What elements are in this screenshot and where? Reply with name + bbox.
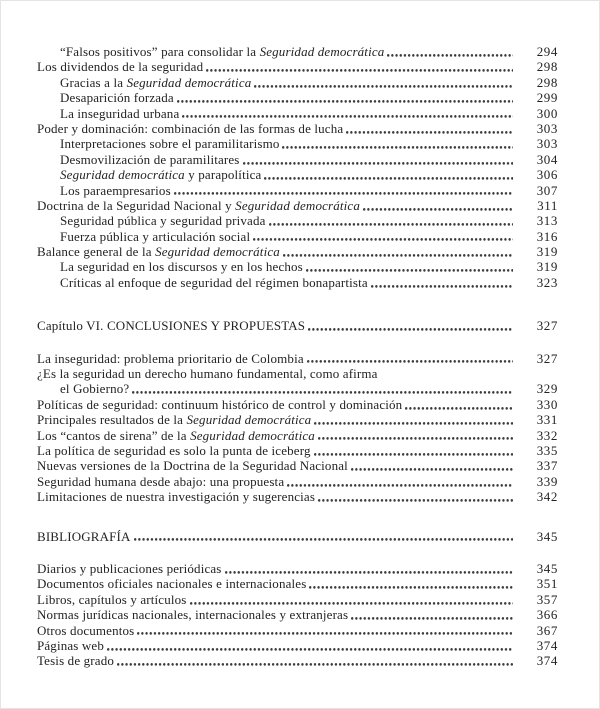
dot-leader [243, 152, 513, 167]
dot-leader [264, 167, 513, 182]
toc-entry-text [37, 489, 315, 504]
toc-section-title [37, 529, 558, 544]
toc-entry-text-plain: Tesis de grado [37, 653, 115, 669]
toc-entry-text-plain: Interpretaciones sobre el paramilitarismo [60, 136, 280, 152]
toc-entry [37, 653, 558, 668]
toc-entry [37, 259, 558, 274]
page-number: 303 [536, 136, 558, 152]
toc-entry [37, 428, 558, 443]
toc-entry [37, 106, 558, 121]
dot-leader [269, 213, 513, 228]
page-number: 299 [536, 90, 558, 106]
toc-entry [37, 44, 558, 59]
dot-leader [318, 428, 513, 443]
toc-section-title [37, 318, 558, 333]
page-number: 329 [536, 381, 558, 397]
toc-entry-text-plain: Seguridad pública y seguridad privada [60, 213, 266, 229]
toc-entry-text-plain: Otros documentos [37, 622, 135, 638]
toc-entry-text-plain: Nuevas versiones de la Doctrina de la Seguridad Nacional [37, 458, 348, 474]
toc-entry-text-plain: Gracias a la [60, 74, 127, 90]
toc-entry-text [37, 366, 378, 381]
dot-leader [363, 198, 513, 213]
dot-leader [282, 136, 513, 151]
dot-leader [306, 259, 513, 274]
toc-entry-text [60, 44, 384, 59]
toc-entry [37, 213, 558, 228]
toc-entry [37, 638, 558, 653]
toc-entry [37, 167, 558, 182]
toc-entry-text [37, 59, 203, 74]
dot-leader [206, 59, 513, 74]
toc-entry-text-plain: Normas jurídicas nacionales, internacionales y extranjeras [37, 607, 349, 623]
toc-entry-text [60, 213, 266, 228]
toc-entry-text-plain: Capítulo VI. CONCLUSIONES Y PROPUESTAS [37, 318, 306, 334]
page-number: 367 [536, 622, 558, 638]
dot-leader [387, 44, 513, 59]
toc-entry-text-plain: La inseguridad: problema prioritario de Colombia [37, 350, 304, 366]
toc-entry-text [60, 259, 303, 274]
page-number: 374 [536, 637, 558, 653]
toc-entry-text [37, 318, 305, 333]
page-number: 319 [536, 244, 558, 260]
toc-entry-text-italic: Seguridad democrática [155, 244, 280, 260]
toc-entry-text [60, 136, 279, 151]
dot-leader [314, 443, 513, 458]
toc-section-continuation [37, 44, 558, 290]
toc-entry-text-plain: Desmovilización de paramilitares [60, 151, 240, 167]
toc-entry [37, 152, 558, 167]
toc-entry-text-plain: y parapolítica [184, 167, 262, 183]
toc-entry-text-italic: Seguridad democrática [60, 167, 185, 183]
toc-entry-text-plain: Principales resultados de la [37, 412, 187, 428]
toc-entry-text-plain: La inseguridad urbana [60, 105, 180, 121]
page-number: 311 [537, 197, 558, 213]
toc-entry-text-plain: Poder y dominación: combinación de las formas de lucha [37, 120, 344, 136]
page-number: 357 [536, 591, 558, 607]
toc-entry [37, 381, 558, 396]
dot-leader [346, 121, 513, 136]
page-number: 351 [536, 576, 558, 592]
page-number: 337 [536, 458, 558, 474]
toc-entry [37, 75, 558, 90]
page-number: 319 [536, 259, 558, 275]
toc-entry-text-plain: Los dividendos de la seguridad [37, 59, 204, 75]
toc-section-rows [37, 561, 558, 669]
page-number: 327 [536, 350, 558, 366]
toc-entry [37, 198, 558, 213]
dot-leader [283, 244, 513, 259]
dot-leader [190, 592, 514, 607]
toc-entry-text-plain: Los “cantos de sirena” de la [37, 427, 191, 443]
dot-leader [132, 381, 513, 396]
toc-entry [37, 474, 558, 489]
toc-entry-text [37, 529, 131, 544]
toc-entry [37, 443, 558, 458]
toc-entry-text-plain: Críticas al enfoque de seguridad del régimen bonapartista [60, 274, 368, 290]
dot-leader [137, 623, 513, 638]
toc-entry [37, 366, 558, 381]
page-number: 330 [536, 396, 558, 412]
toc-entry-text-plain: Doctrina de la Seguridad Nacional y [37, 197, 236, 213]
page-number: 304 [536, 151, 558, 167]
toc-entry [37, 623, 558, 638]
dot-leader [351, 607, 513, 622]
toc-entry-text-plain: Páginas web [37, 637, 104, 653]
dot-leader [254, 75, 513, 90]
dot-leader [318, 489, 513, 504]
page-number: 306 [536, 167, 558, 183]
page-number: 345 [536, 528, 558, 544]
dot-leader [117, 653, 513, 668]
toc-entry-text [60, 381, 129, 396]
toc-entry-text [37, 638, 104, 653]
page-number: 298 [536, 59, 558, 75]
toc-entry [37, 592, 558, 607]
toc-entry-text [37, 607, 348, 622]
toc-entry-text [60, 75, 251, 90]
page-number: 323 [536, 274, 558, 290]
dot-leader [371, 275, 513, 290]
toc-entry-text-plain: Libros, capítulos y artículos [37, 591, 187, 607]
page-number: 342 [536, 489, 558, 505]
toc-entry-text [37, 592, 187, 607]
toc-entry-text-plain: Limitaciones de nuestra investigación y sugerencias [37, 489, 316, 505]
toc-entry-text-plain: el Gobierno? [60, 381, 130, 397]
toc-entry-text-plain: Los paraempresarios [60, 182, 171, 198]
dot-leader [309, 576, 513, 591]
dot-leader [308, 318, 513, 333]
toc-entry-text [60, 183, 171, 198]
toc-entry-text-plain: La seguridad en los discursos y en los hechos [60, 259, 303, 275]
dot-leader [405, 397, 513, 412]
toc-entry-text-plain: La política de seguridad es solo la punta de iceberg [37, 442, 311, 458]
page-number: 366 [536, 607, 558, 623]
toc-entry-text [37, 443, 311, 458]
toc-entry-text [37, 428, 315, 443]
toc-entry-text-plain: Balance general de la [37, 244, 156, 260]
toc-entry-text-italic: Seguridad democrática [190, 427, 315, 443]
page-number: 331 [536, 412, 558, 428]
dot-leader [253, 229, 513, 244]
toc-entry-text [37, 576, 306, 591]
toc-entry-text-italic: Seguridad democrática [126, 74, 252, 90]
toc-entry [37, 90, 558, 105]
toc-entry-text [37, 412, 311, 427]
toc-entry [37, 275, 558, 290]
dot-leader [314, 412, 513, 427]
dot-leader [107, 638, 513, 653]
page-number: 345 [536, 560, 558, 576]
toc-entry [37, 136, 558, 151]
toc-entry-text [60, 229, 250, 244]
dot-leader [225, 561, 513, 576]
page-number: 335 [536, 442, 558, 458]
toc-entry-text-plain: Desaparición forzada [60, 90, 174, 106]
toc-entry-text [60, 152, 240, 167]
toc-entry-text-italic: Seguridad democrática [186, 412, 312, 428]
toc-entry-text [37, 351, 304, 366]
toc-entry [37, 458, 558, 473]
page-number: 303 [536, 120, 558, 136]
toc-entry-text-plain: BIBLIOGRAFÍA [37, 528, 131, 544]
page-number: 316 [536, 228, 558, 244]
dot-leader [351, 458, 513, 473]
page-number: 300 [536, 105, 558, 121]
toc-entry-text-plain: Políticas de seguridad: continuum histórico de control y dominación [37, 396, 403, 412]
toc-section-bibliography [37, 529, 558, 669]
toc-entry-text [37, 397, 402, 412]
toc-entry [37, 576, 558, 591]
toc-entry-text [37, 623, 134, 638]
toc-entry [37, 121, 558, 136]
toc-section-chapter [37, 318, 558, 504]
toc-entry-text [60, 90, 174, 105]
toc-entry-text-plain: Documentos oficiales nacionales e internacionales [37, 576, 307, 592]
toc-entry-text [60, 275, 368, 290]
toc-list [37, 44, 558, 669]
toc-entry [37, 489, 558, 504]
toc-entry [37, 397, 558, 412]
toc-entry [37, 351, 558, 366]
toc-entry-text [37, 653, 114, 668]
page-number: 339 [536, 473, 558, 489]
toc-entry-text [37, 474, 284, 489]
toc-entry-text [60, 167, 261, 182]
dot-leader [177, 90, 513, 105]
page-number: 313 [536, 213, 558, 229]
toc-entry-text-italic: Seguridad democrática [259, 44, 385, 59]
dot-leader [134, 529, 513, 544]
toc-entry [37, 412, 558, 427]
dot-leader [307, 351, 513, 366]
toc-entry-text [37, 121, 343, 136]
toc-entry [37, 561, 558, 576]
toc-entry-text-plain: “Falsos positivos” para consolidar la [60, 44, 260, 59]
toc-entry-text [37, 198, 360, 213]
toc-entry-text-plain: Fuerza pública y articulación social [60, 228, 251, 244]
page-number: 374 [536, 653, 558, 669]
page-number: 298 [536, 74, 558, 90]
page-number: 307 [536, 182, 558, 198]
toc-entry-text-italic: Seguridad democrática [235, 197, 360, 213]
toc-entry-text [37, 458, 348, 473]
toc-entry [37, 244, 558, 259]
toc-entry-text [37, 561, 222, 576]
toc-entry-text-plain: Diarios y publicaciones periódicas [37, 560, 222, 576]
toc-entry [37, 607, 558, 622]
page-number: 332 [536, 427, 558, 443]
toc-entry [37, 229, 558, 244]
dot-leader [287, 474, 513, 489]
dot-leader [174, 183, 513, 198]
toc-section-rows [37, 44, 558, 290]
toc-entry [37, 183, 558, 198]
toc-entry-text [60, 106, 179, 121]
toc-entry-text [37, 244, 280, 259]
toc-entry-text-plain: Seguridad humana desde abajo: una propuesta [37, 473, 285, 489]
toc-section-rows [37, 351, 558, 505]
dot-leader [182, 106, 513, 121]
page-number: 294 [536, 44, 558, 59]
page-number: 327 [536, 318, 558, 334]
toc-entry-text-plain: ¿Es la seguridad un derecho humano fundamental, como afirma [37, 366, 378, 382]
toc-entry [37, 59, 558, 74]
